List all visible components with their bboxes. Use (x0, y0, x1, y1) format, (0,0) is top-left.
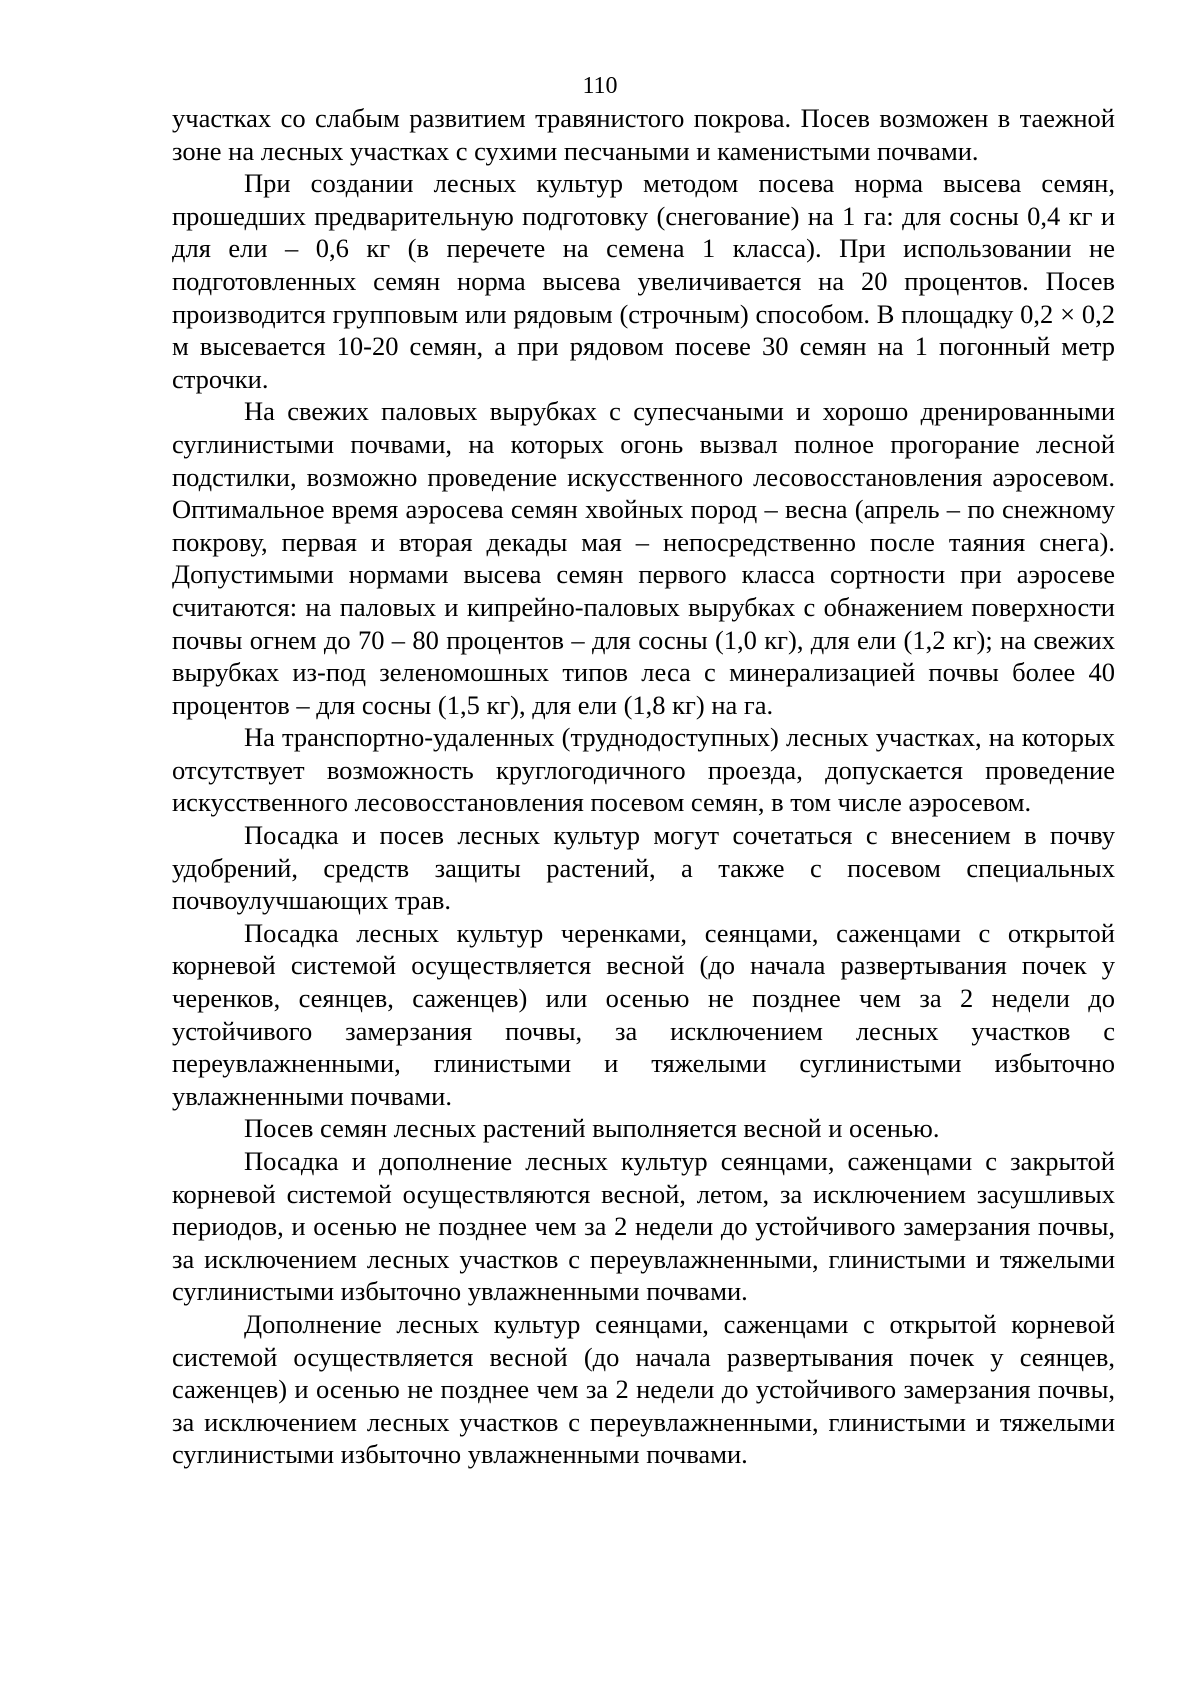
paragraph-sowing-rates: При создании лесных культур методом посева норма высева семян, прошедших предварительную подготовку (снегование) на 1 га: для сосны 0,4 кг и для ели – 0,6 кг (в перечете на семена 1 класса). При использовании не подготовленных семян норма высева увеличивается на 20 процентов. Посев производится групповым или рядовым (строчным) способом. В площадку 0,2 × 0,2 м высевается 10-20 семян, а при рядовом посеве 30 семян на 1 погонный метр строчки. (172, 168, 1115, 394)
paragraph-open-root-planting: Посадка лесных культур черенками, сеянцами, саженцами с открытой корневой системой осуществляется весной (до начала развертывания почек у черенков, сеянцев, саженцев) или осенью не позднее чем за 2 недели до устойчивого замерзания почвы, за исключением лесных участков с переувлажненными, глинистыми и тяжелыми суглинистыми избыточно увлажненными почвами. (172, 917, 1115, 1111)
page-number: 110 (582, 73, 618, 99)
paragraph-closed-root-planting: Посадка и дополнение лесных культур сеянцами, саженцами с закрытой корневой системой осуществляются весной, летом, за исключением засушливых периодов, и осенью не позднее чем за 2 недели до устойчивого замерзания почвы, за исключением лесных участков с переувлажненными, глинистыми и тяжелыми суглинистыми избыточно увлажненными почвами. (172, 1146, 1115, 1307)
paragraph-remote-areas: На транспортно-удаленных (труднодоступных) лесных участках, на которых отсутствует возможность круглогодичного проезда, допускается проведение искусственного лесовосстановления посевом семян, в том числе аэросевом. (172, 722, 1115, 818)
paragraph-fertilizers: Посадка и посев лесных культур могут сочетаться с внесением в почву удобрений, средств защиты растений, а также с посевом специальных почвоулучшающих трав. (172, 820, 1115, 916)
paragraph-seed-sowing-season: Посев семян лесных растений выполняется весной и осенью. (244, 1113, 940, 1144)
paragraph-aerial-seeding: На свежих паловых вырубках с супесчаными и хорошо дренированными суглинистыми почвами, на которых огонь вызвал полное прогорание лесной подстилки, возможно проведение искусственного лесовосстановления аэросевом. Оптимальное время аэросева семян хвойных пород – весна (апрель – по снежному покрову, первая и вторая декады мая – непосредственно после таяния снега). Допустимыми нормами высева семян первого класса сортности при аэросеве считаются: на паловых и кипрейно-паловых вырубках с обнажением поверхности почвы огнем до 70 – 80 процентов – для сосны (1,0 кг), для ели (1,2 кг); на свежих вырубках из-под зеленомошных типов леса с минерализацией почвы более 40 процентов – для сосны (1,5 кг), для ели (1,8 кг) на га. (172, 396, 1115, 720)
document-body (172, 102, 1115, 1471)
paragraph-open-root-supplement: Дополнение лесных культур сеянцами, саженцами с открытой корневой системой осуществляется весной (до начала развертывания почек у сеянцев, саженцев) и осенью не позднее чем за 2 недели до устойчивого замерзания почвы, за исключением лесных участков с переувлажненными, глинистыми и тяжелыми суглинистыми избыточно увлажненными почвами. (172, 1308, 1115, 1470)
paragraph-continuation: участках со слабым развитием травянистого покрова. Посев возможен в таежной зоне на лесных участках с сухими песчаными и каменистыми почвами. (172, 103, 1115, 166)
